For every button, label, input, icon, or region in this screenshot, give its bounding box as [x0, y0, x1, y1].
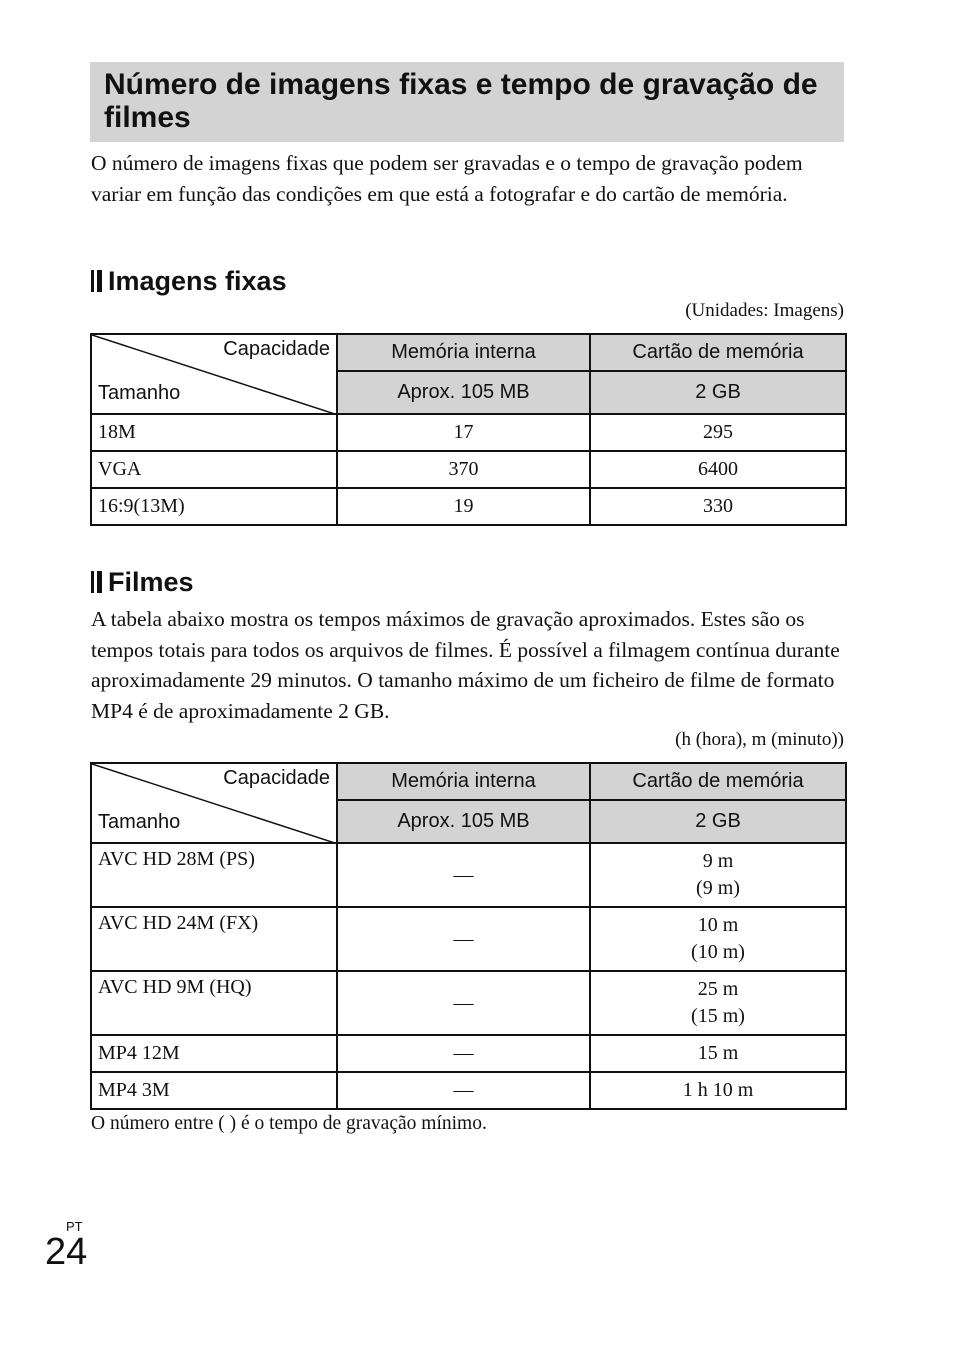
row-size: VGA	[91, 451, 337, 488]
row-card: 330	[590, 488, 846, 525]
row-card-time: 9 m	[702, 850, 734, 872]
row-card	[590, 971, 846, 1035]
row-internal: —	[337, 907, 590, 971]
row-size: AVC HD 28M (PS)	[91, 843, 337, 907]
row-size: 16:9(13M)	[91, 488, 337, 525]
page-number: 24	[45, 1231, 88, 1273]
section-marker-icon	[91, 270, 102, 292]
row-card: 15 m	[590, 1035, 846, 1072]
row-size: AVC HD 9M (HQ)	[91, 971, 337, 1035]
table-row	[91, 451, 846, 488]
still-units-note: (Unidades: Imagens)	[685, 300, 844, 321]
movies-size-label: Tamanho	[98, 811, 181, 833]
row-card	[590, 907, 846, 971]
movies-col-internal-sub: Aprox. 105 MB	[337, 800, 590, 843]
row-size: AVC HD 24M (FX)	[91, 907, 337, 971]
movies-col-internal-header: Memória interna	[337, 763, 590, 800]
still-images-table	[90, 333, 847, 526]
still-col-internal-header: Memória interna	[337, 334, 590, 371]
table-row	[91, 488, 846, 525]
row-card: 295	[590, 414, 846, 451]
movies-table	[90, 762, 847, 1110]
section-marker-icon	[91, 571, 102, 593]
row-card-min-time: (15 m)	[691, 1005, 745, 1027]
table-row	[91, 971, 846, 1035]
movies-heading-text: Filmes	[108, 567, 194, 597]
row-card-min-time: (10 m)	[691, 941, 745, 963]
row-internal: —	[337, 1035, 590, 1072]
row-card: 1 h 10 m	[590, 1072, 846, 1109]
row-size: 18M	[91, 414, 337, 451]
row-card-time: 10 m	[697, 914, 739, 936]
row-card-time: 25 m	[697, 978, 739, 1000]
still-size-label: Tamanho	[98, 382, 181, 404]
movies-col-card-header: Cartão de memória	[590, 763, 846, 800]
title-band	[90, 62, 844, 142]
still-col-card-sub: 2 GB	[590, 371, 846, 414]
row-size: MP4 12M	[91, 1035, 337, 1072]
row-internal: —	[337, 1072, 590, 1109]
movies-col-card-sub: 2 GB	[590, 800, 846, 843]
row-card-min-time: (9 m)	[696, 877, 740, 899]
language-code: PT	[66, 1219, 83, 1234]
table-row	[91, 1035, 846, 1072]
table-row	[91, 414, 846, 451]
still-images-heading	[91, 266, 287, 296]
row-internal: —	[337, 843, 590, 907]
movies-capacity-label: Capacidade	[223, 767, 330, 789]
row-size: MP4 3M	[91, 1072, 337, 1109]
row-internal: 17	[337, 414, 590, 451]
page-title: Número de imagens fixas e tempo de gravação de filmes	[104, 68, 818, 134]
table-row	[91, 843, 846, 907]
still-col-card-header: Cartão de memória	[590, 334, 846, 371]
intro-paragraph: O número de imagens fixas que podem ser gravadas e o tempo de gravação podem variar em função das condições em que está a fotografar e do cartão de memória.	[91, 151, 803, 206]
row-internal: —	[337, 971, 590, 1035]
table-row	[91, 1072, 846, 1109]
row-card: 6400	[590, 451, 846, 488]
still-header-diagonal-cell	[91, 334, 337, 414]
table-row	[91, 907, 846, 971]
row-internal: 19	[337, 488, 590, 525]
movies-heading	[91, 567, 194, 597]
movies-footnote: O número entre ( ) é o tempo de gravação mínimo.	[91, 1113, 487, 1134]
row-card	[590, 843, 846, 907]
still-images-heading-text: Imagens fixas	[108, 266, 287, 296]
row-internal: 370	[337, 451, 590, 488]
movies-units-note: (h (hora), m (minuto))	[675, 729, 844, 750]
movies-header-diagonal-cell	[91, 763, 337, 843]
still-capacity-label: Capacidade	[223, 338, 330, 360]
still-col-internal-sub: Aprox. 105 MB	[337, 371, 590, 414]
movies-paragraph: A tabela abaixo mostra os tempos máximos de gravação aproximados. Estes são os tempos totais para todos os arquivos de filmes. É possível a filmagem contínua durante aproximadamente 29 minutos. O tamanho máximo de um ficheiro de filme de formato MP4 é de aproximadamente 2 GB.	[91, 607, 840, 723]
